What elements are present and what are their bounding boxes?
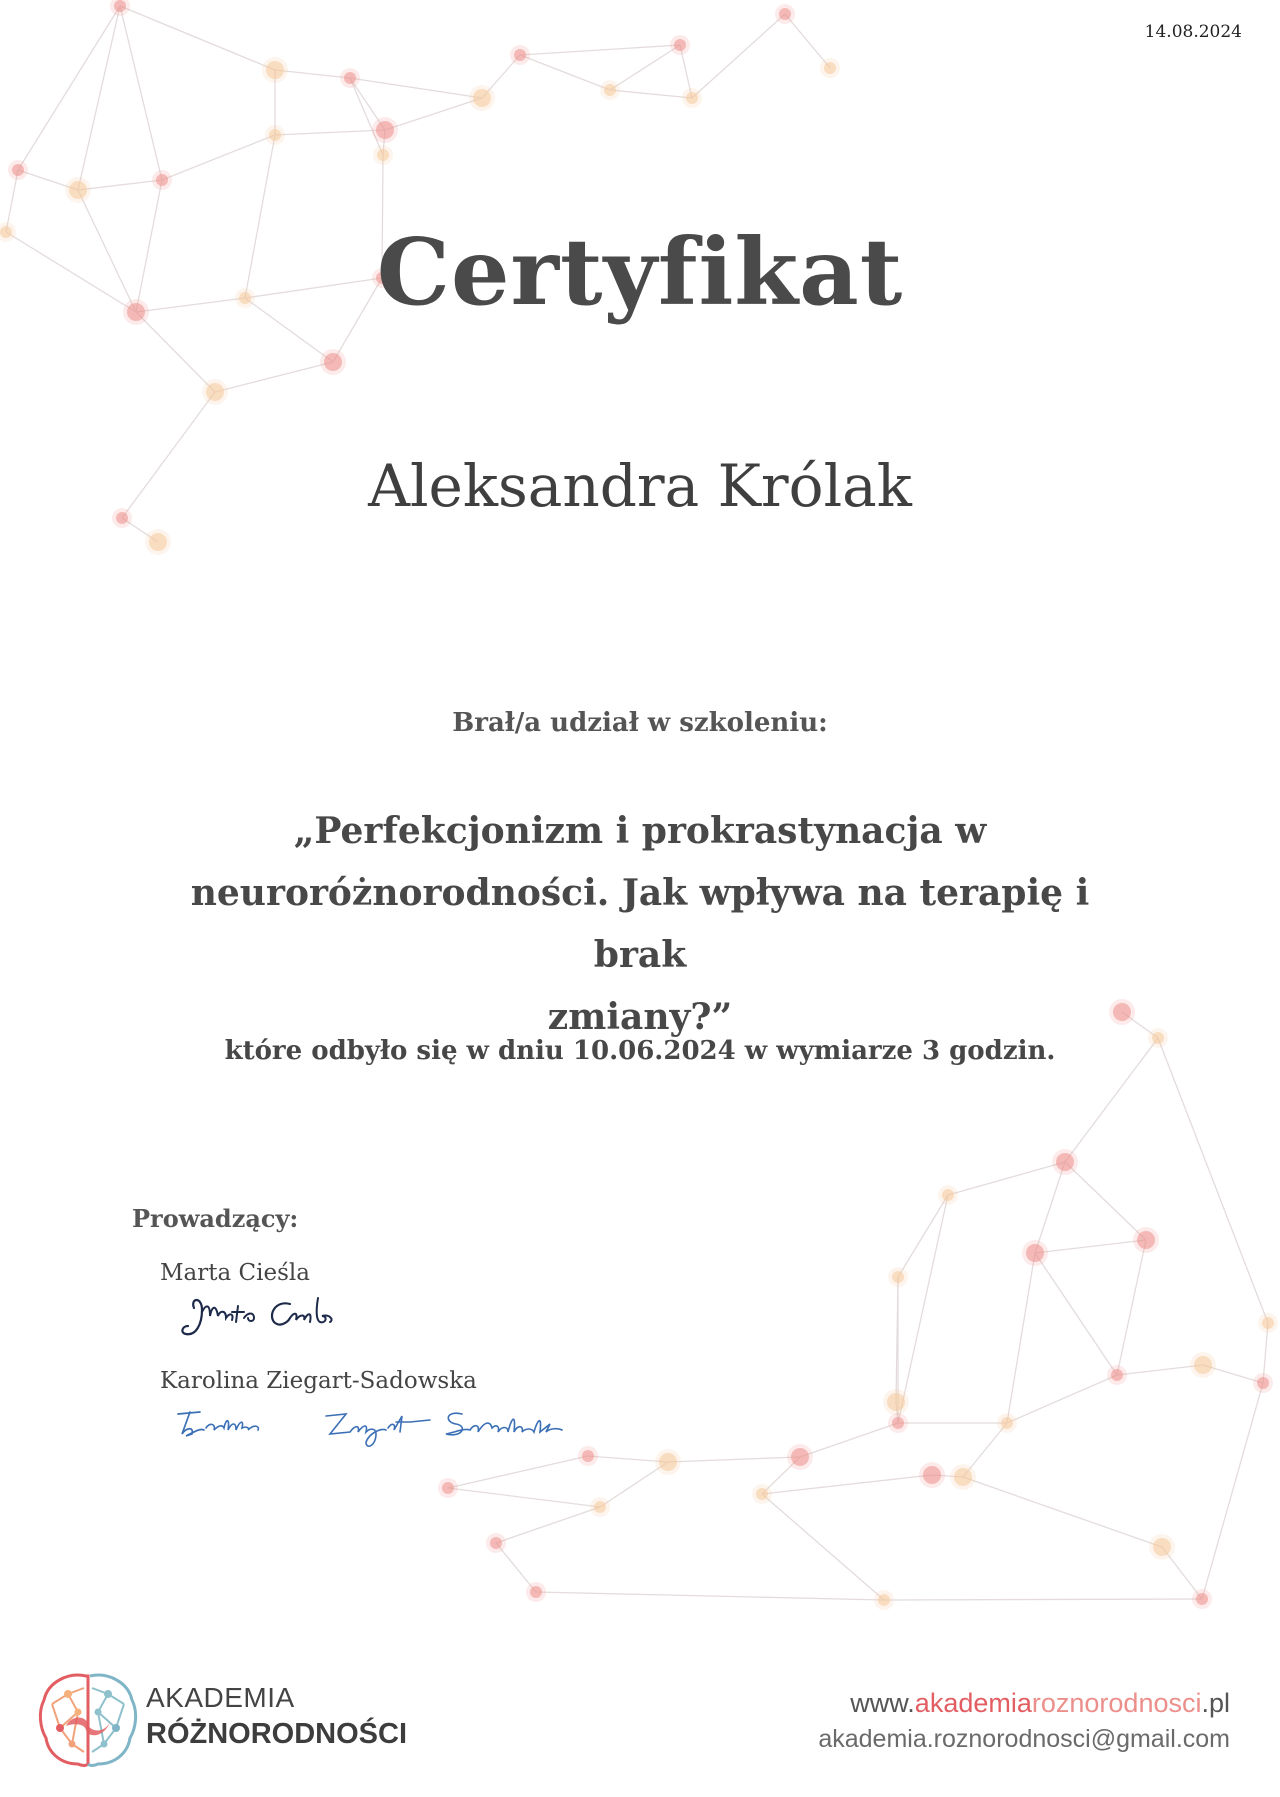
network-line xyxy=(78,6,120,190)
network-line xyxy=(350,78,482,98)
network-node xyxy=(1262,1317,1274,1329)
network-line xyxy=(800,1423,898,1457)
certificate-title: Certyfikat xyxy=(376,218,904,326)
network-line xyxy=(610,45,680,90)
network-line xyxy=(785,14,830,68)
signature-karolina-ziegart-sadowska xyxy=(170,1398,590,1454)
network-line xyxy=(120,6,275,70)
instructors-label: Prowadzący: xyxy=(132,1204,299,1233)
network-node xyxy=(594,1501,606,1513)
network-node xyxy=(1056,1153,1074,1171)
network-node xyxy=(686,92,698,104)
signature-marta-ciesla xyxy=(172,1290,372,1350)
network-line xyxy=(963,1477,1162,1547)
course-title-line: zmiany?” xyxy=(547,996,733,1038)
network-node xyxy=(878,1594,890,1606)
network-line xyxy=(948,1162,1065,1195)
network-node xyxy=(1026,1244,1044,1262)
contact-info xyxy=(818,1688,1230,1754)
network-line xyxy=(162,135,275,180)
network-node xyxy=(156,174,168,186)
network-node xyxy=(1113,1003,1131,1021)
network-line xyxy=(884,1599,1202,1600)
network-node xyxy=(490,1537,502,1549)
network-node xyxy=(892,1271,904,1283)
network-node xyxy=(659,1453,677,1471)
network-line xyxy=(520,45,680,55)
network-line xyxy=(762,1475,932,1494)
network-line xyxy=(692,14,785,98)
network-node xyxy=(1153,1538,1171,1556)
network-line xyxy=(520,55,610,90)
network-node xyxy=(12,164,24,176)
network-node xyxy=(1196,1593,1208,1605)
website-prefix: www. xyxy=(850,1688,915,1718)
network-node xyxy=(266,61,284,79)
instructor-name: Karolina Ziegart-Sadowska xyxy=(160,1368,477,1394)
network-line xyxy=(898,1195,948,1423)
network-node xyxy=(923,1466,941,1484)
issue-date: 14.08.2024 xyxy=(1144,22,1242,42)
network-node xyxy=(149,533,167,551)
network-line xyxy=(1117,1240,1146,1375)
website-link[interactable] xyxy=(818,1688,1230,1719)
network-line xyxy=(1035,1253,1117,1375)
network-node xyxy=(269,129,281,141)
network-node xyxy=(514,49,526,61)
network-node xyxy=(779,8,791,20)
website-accent: akademia xyxy=(914,1688,1032,1718)
network-node xyxy=(344,72,356,84)
network-line xyxy=(762,1494,884,1600)
network-node xyxy=(674,39,686,51)
network-line xyxy=(448,1488,600,1507)
academy-logo xyxy=(38,1668,438,1772)
logo-text-line1: AKADEMIA xyxy=(146,1682,295,1713)
network-node xyxy=(1111,1369,1123,1381)
network-line xyxy=(610,90,692,98)
network-node xyxy=(892,1417,904,1429)
network-node xyxy=(377,149,389,161)
network-node xyxy=(1257,1377,1269,1389)
network-node xyxy=(604,84,616,96)
network-line xyxy=(1035,1240,1146,1253)
network-line xyxy=(496,1507,600,1543)
network-node xyxy=(114,0,126,12)
brain-network-logo-icon xyxy=(38,1668,138,1772)
email-link[interactable]: akademia.roznorodnosci@gmail.com xyxy=(818,1725,1230,1753)
network-node xyxy=(887,1393,905,1411)
network-node xyxy=(791,1448,809,1466)
network-line xyxy=(1007,1253,1035,1423)
network-node xyxy=(69,181,87,199)
network-node xyxy=(324,353,342,371)
network-line xyxy=(275,130,385,135)
network-line xyxy=(898,1195,948,1277)
network-line xyxy=(1158,1038,1268,1323)
logo-text-line2: RÓŻNORODNOŚCI xyxy=(146,1718,407,1750)
network-node xyxy=(206,383,224,401)
network-node xyxy=(1001,1417,1013,1429)
website-middle: roznorodnosci xyxy=(1031,1688,1202,1718)
network-node xyxy=(954,1468,972,1486)
network-line xyxy=(120,6,162,180)
course-title-line: „Perfekcjonizm i prokrastynacja w xyxy=(293,810,987,852)
network-line xyxy=(350,78,383,155)
network-line xyxy=(668,1457,800,1462)
network-line xyxy=(18,6,120,170)
network-line xyxy=(1007,1375,1117,1423)
course-title-line: neuroróżnorodności. Jak wpływa na terapię i brak xyxy=(190,872,1090,976)
network-line xyxy=(1035,1162,1065,1253)
network-node xyxy=(756,1488,768,1500)
network-node xyxy=(376,121,394,139)
recipient-name: Aleksandra Królak xyxy=(368,452,912,520)
network-line xyxy=(1202,1383,1263,1599)
network-node xyxy=(530,1586,542,1598)
network-line xyxy=(385,98,482,130)
network-line xyxy=(448,1456,588,1488)
participation-intro: Brał/a udział w szkoleniu: xyxy=(452,708,828,738)
network-node xyxy=(824,62,836,74)
network-node xyxy=(1137,1231,1155,1249)
network-line xyxy=(215,362,333,392)
network-node xyxy=(942,1189,954,1201)
network-node xyxy=(1194,1356,1212,1374)
training-details: które odbyło się w dniu 10.06.2024 w wymiarze 3 godzin. xyxy=(224,1036,1056,1066)
network-node xyxy=(442,1482,454,1494)
website-suffix: .pl xyxy=(1201,1688,1230,1718)
network-line xyxy=(1065,1162,1146,1240)
instructor-name: Marta Cieśla xyxy=(160,1260,310,1286)
course-title xyxy=(170,800,1110,1048)
network-node xyxy=(473,89,491,107)
network-line xyxy=(536,1592,884,1600)
